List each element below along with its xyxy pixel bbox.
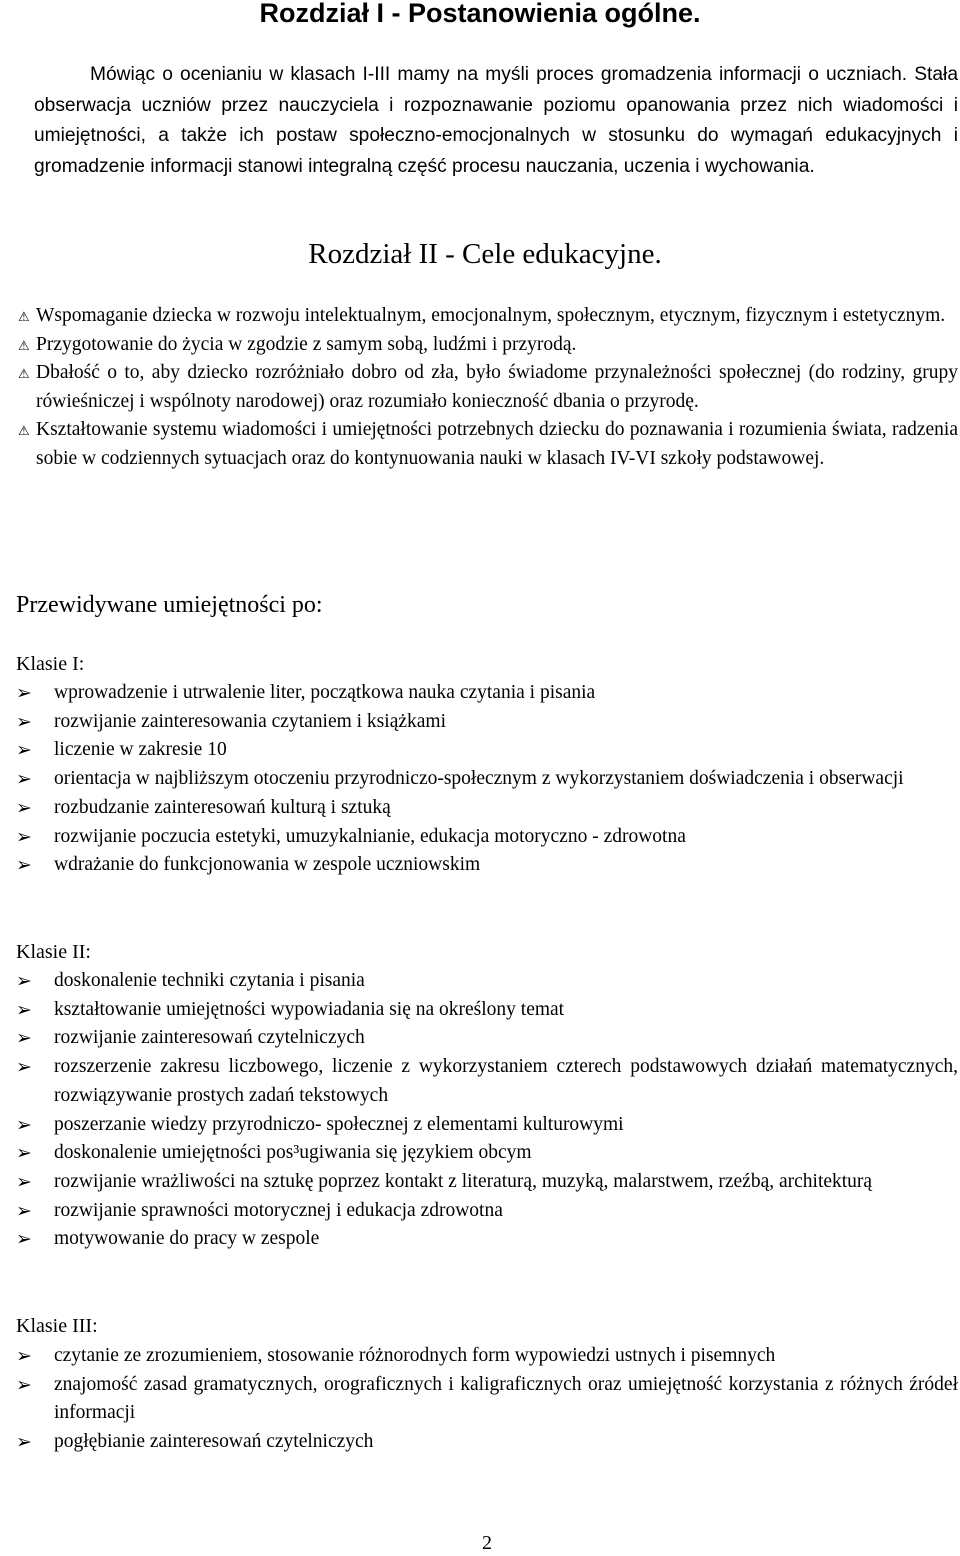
- arrowhead-icon: ➢: [16, 998, 32, 1021]
- arrowhead-icon: ➢: [16, 739, 32, 762]
- goal-item: [16, 416, 958, 473]
- arrowhead-icon: ➢: [16, 1142, 32, 1165]
- chapter-1-paragraph: Mówiąc o ocenianiu w klasach I-III mamy na myśli proces gromadzenia informacji o uczniach. Stała obserwacja uczniów przez nauczyciela i rozpoznawanie poziomu opanowania przez nich wiadomości i umiejętności, a także ich postaw społeczno-emocjonalnych w stosunku do wymagań edukacyjnych i gromadzenie informacji stanowi integralną część procesu nauczania, uczenia i wychowania.: [34, 64, 958, 177]
- arrowhead-icon: ➢: [16, 768, 32, 791]
- arrowhead-icon: ➢: [16, 1027, 32, 1050]
- goal-text: Wspomaganie dziecka w rozwoju intelektualnym, emocjonalnym, społecznym, etycznym, fizycznym i estetycznym.: [36, 305, 946, 326]
- list-item: ➢ znajomość zasad gramatycznych, orograficznych i kaligraficznych oraz umiejętność korzystania z różnych źródeł informacji: [16, 1371, 958, 1428]
- class-1-skills-list: [16, 679, 958, 880]
- class-1-heading: Klasie I:: [16, 653, 85, 675]
- warning-triangle-icon: ⚠: [18, 367, 30, 383]
- arrowhead-icon: ➢: [16, 1431, 32, 1454]
- goal-text: Dbałość o to, aby dziecko rozróżniało dobro od zła, było świadome przynależności społecznej (do rodziny, grupy rówieśniczej i wspólnoty narodowej) oraz rozumiało konieczność dbania o przyrodę.: [36, 362, 958, 412]
- arrowhead-icon: ➢: [16, 710, 32, 733]
- goal-text: Kształtowanie systemu wiadomości i umiejętności potrzebnych dziecku do poznawania i rozumienia świata, radzenia sobie w codziennych sytuacjach oraz do kontynuowania nauki w klasach IV-VI szkoły podstawowej.: [36, 419, 958, 469]
- arrowhead-icon: ➢: [16, 1345, 32, 1367]
- class-3-skills-list: [16, 1342, 958, 1457]
- class-3-heading: Klasie III:: [16, 1315, 98, 1337]
- list-item: ➢ liczenie w zakresie 10: [16, 736, 958, 765]
- list-item: ➢ kształtowanie umiejętności wypowiadania się na określony temat: [16, 996, 958, 1025]
- warning-triangle-icon: ⚠: [18, 338, 30, 354]
- arrowhead-icon: ➢: [16, 970, 32, 992]
- goal-text: Przygotowanie do życia w zgodzie z samym sobą, ludźmi i przyrodą.: [36, 333, 577, 355]
- skills-section-title: Przewidywane umiejętności po:: [16, 592, 323, 618]
- list-item: ➢ rozbudzanie zainteresowań kulturą i sztuką: [16, 794, 958, 823]
- list-item: ➢ orientacja w najbliższym otoczeniu przyrodniczo-społecznym z wykorzystaniem doświadczenia i obserwacji: [16, 765, 958, 794]
- goal-item: [16, 331, 958, 360]
- chapter-2-title: Rozdział II - Cele edukacyjne.: [308, 238, 662, 270]
- arrowhead-icon: ➢: [16, 1056, 32, 1079]
- chapter-1-title: Rozdział I - Postanowienia ogólne.: [259, 0, 701, 28]
- list-item: ➢ rozszerzenie zakresu liczbowego, liczenie z wykorzystaniem czterech podstawowych działań matematycznych, rozwiązywanie prostych zadań tekstowych: [16, 1053, 958, 1110]
- list-item: ➢ motywowanie do pracy w zespole: [16, 1225, 958, 1254]
- goal-item: [16, 359, 958, 416]
- goals-list: [16, 302, 958, 474]
- goal-item: [16, 302, 958, 331]
- arrowhead-icon: ➢: [16, 854, 32, 877]
- list-item: ➢ rozwijanie poczucia estetyki, umuzykalnianie, edukacja motoryczno - zdrowotna: [16, 823, 958, 852]
- warning-triangle-icon: ⚠: [18, 424, 30, 440]
- list-item: ➢ doskonalenie umiejętności pos³ugiwania się językiem obcym: [16, 1139, 958, 1168]
- page-number: 2: [482, 1532, 492, 1554]
- list-item: ➢ rozwijanie zainteresowań czytelniczych: [16, 1024, 958, 1053]
- list-item: ➢ wdrażanie do funkcjonowania w zespole uczniowskim: [16, 851, 958, 880]
- list-item: ➢ rozwijanie wrażliwości na sztukę poprzez kontakt z literaturą, muzyką, malarstwem, rzeźbą, architekturą: [16, 1168, 958, 1197]
- list-item: ➢ rozwijanie sprawności motorycznej i edukacja zdrowotna: [16, 1197, 958, 1226]
- list-item: ➢ wprowadzenie i utrwalenie liter, początkowa nauka czytania i pisania: [16, 679, 958, 708]
- list-item: ➢ czytanie ze zrozumieniem, stosowanie różnorodnych form wypowiedzi ustnych i pisemnych: [16, 1342, 958, 1371]
- list-item: ➢ poszerzanie wiedzy przyrodniczo- społecznej z elementami kulturowymi: [16, 1111, 958, 1140]
- arrowhead-icon: ➢: [16, 1373, 32, 1396]
- arrowhead-icon: ➢: [16, 1228, 32, 1251]
- arrowhead-icon: ➢: [16, 1199, 32, 1222]
- list-item: ➢ pogłębianie zainteresowań czytelniczych: [16, 1428, 958, 1457]
- arrowhead-icon: ➢: [16, 682, 32, 704]
- list-item: ➢ rozwijanie zainteresowania czytaniem i książkami: [16, 708, 958, 737]
- class-2-skills-list: [16, 967, 958, 1254]
- arrowhead-icon: ➢: [16, 825, 32, 848]
- list-item: ➢ doskonalenie techniki czytania i pisania: [16, 967, 958, 996]
- arrowhead-icon: ➢: [16, 796, 32, 819]
- arrowhead-icon: ➢: [16, 1170, 32, 1193]
- class-2-heading: Klasie II:: [16, 941, 91, 963]
- warning-triangle-icon: ⚠: [18, 310, 30, 325]
- arrowhead-icon: ➢: [16, 1113, 32, 1136]
